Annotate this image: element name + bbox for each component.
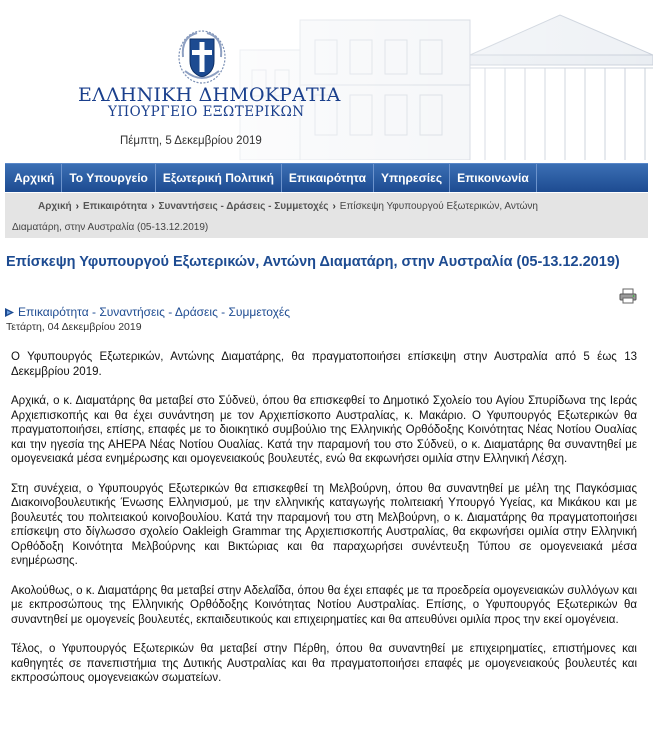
article-body <box>11 350 637 701</box>
country-name: ΕΛΛΗΝΙΚΗ ΔΗΜΟΚΡΑΤΙΑ <box>78 84 341 106</box>
article-paragraph: Στη συνέχεια, ο Υφυπουργός Εξωτερικών θα επισκεφθεί τη Μελβούρνη, όπου θα συναντηθεί με μέλη της Παγκόσμιας Διακοινοβουλευτικής Ένωσης Ελληνισμού, με την ελληνικής καταγωγής πολιτειακή Υπουργό Υγείας, κα Μικάκου και με βουλευτές του πολιτειακού κοινοβουλίου. Κατά την παραμονή του στη Μελβούρνη, ο κ. Διαματάρης θα πραγματοποιήσει επίσκεψη στο δίγλωσσο σχολείο Oakleigh Grammar της Αρχιεπισκοπής Αυστραλίας, θα εκφωνήσει ομιλία στην Ελληνική Ορθόδοξη Κοινότητα Μελβούρνης και Βικτώριας και θα παραχωρήσει συνέντευξη Τύπου σε ομογενειακά μέσα ενημέρωσης. <box>11 482 637 567</box>
article-paragraph: Ο Υφυπουργός Εξωτερικών, Αντώνης Διαματάρης, θα πραγματοποιήσει επίσκεψη στην Αυστραλία από 5 έως 13 Δεκεμβρίου 2019. <box>11 351 637 378</box>
nav-item-news[interactable]: Επικαιρότητα <box>282 164 374 192</box>
site-header <box>0 0 653 160</box>
article-title: Επίσκεψη Υφυπουργού Εξωτερικών, Αντώνη Διαματάρη, στην Αυστραλία (05-13.12.2019) <box>6 254 620 270</box>
breadcrumb-current-page: Επίσκεψη Υφυπουργού Εξωτερικών, Αντώνη <box>339 201 538 212</box>
breadcrumb-home-link[interactable]: Αρχική <box>38 201 72 212</box>
article-paragraph: Ακολούθως, ο κ. Διαματάρης θα μεταβεί στην Αδελαΐδα, όπου θα έχει επαφές με τα προεδρεία ομογενειακών συλλόγων και με εκπροσώπους της Ελληνικής Ορθόδοξης Κοινότητας Νοτίου Αυστραλίας. Επίσης, ο Υφυπουργός Εξωτερικών θα συναντηθεί με ομογενείς βουλευτές, εκπαιδευτικούς και επιχειρηματίες και θα απευθύνει ομιλία προς την εκεί ομογένεια. <box>11 584 637 626</box>
breadcrumb-news-link[interactable]: Επικαιρότητα <box>82 201 148 212</box>
breadcrumb-separator: › <box>332 201 336 212</box>
breadcrumb <box>5 193 648 238</box>
building-illustration <box>0 0 653 160</box>
nav-item-home[interactable]: Αρχική <box>5 164 62 192</box>
article-category <box>4 305 290 319</box>
breadcrumb-separator: › <box>151 201 155 212</box>
breadcrumb-meetings-link[interactable]: Συναντήσεις - Δράσεις - Συμμετοχές <box>158 201 329 212</box>
breadcrumb-separator: › <box>75 201 79 212</box>
nav-item-ministry[interactable]: Το Υπουργείο <box>62 164 156 192</box>
category-link[interactable]: Επικαιρότητα - Συναντήσεις - Δράσεις - Συμμετοχές <box>18 305 291 319</box>
ministry-name: ΥΠΟΥΡΓΕΙΟ ΕΞΩΤΕΡΙΚΩΝ <box>108 104 305 120</box>
article-date: Τετάρτη, 04 Δεκεμβρίου 2019 <box>6 321 142 333</box>
article-paragraph: Τέλος, ο Υφυπουργός Εξωτερικών θα μεταβεί στην Πέρθη, όπου θα συναντηθεί με επιχειρηματίες, επιστήμονες και καθηγητές σε πανεπιστήμια της Δυτικής Αυστραλίας και θα πραγματοποιήσει επαφές με ομογενειακούς βουλευτές και εκπροσώπους ομογενειακών σωματείων. <box>11 643 637 684</box>
greek-coat-of-arms-icon <box>177 25 227 85</box>
article-paragraph: Αρχικά, ο κ. Διαματάρης θα μεταβεί στο Σύδνεϋ, όπου θα επισκεφθεί το Δημοτικό Σχολείο του Αγίου Σπυρίδωνα της Ιεράς Αρχιεπισκοπής και θα έχει συνάντηση με τον Αρχιεπίσκοπο Αυστραλίας, κ. Μακάριο. Ο Υφυπουργός Εξωτερικών θα πραγματοποιήσει, επίσης, επαφές με το διοικητικό συμβούλιο της Ελληνικής Ορθόδοξης Κοινότητας Νέας Νοτίου Ουαλίας και την ηγεσία της ΑΗΕΡΑ Νέας Νοτίου Ουαλίας. Κατά την παραμονή του στο Σύδνεϋ, ο κ. Διαματάρης θα συναντηθεί με ομογενειακά μέσα ενημέρωσης και ομογενειακούς βουλευτές, ενώ θα εκφωνήσει ομιλία στην Ελληνική Λέσχη. <box>11 395 637 465</box>
current-date: Πέμπτη, 5 Δεκεμβρίου 2019 <box>120 135 262 147</box>
nav-item-services[interactable]: Υπηρεσίες <box>374 164 450 192</box>
category-arrow-icon <box>4 307 15 318</box>
print-icon[interactable] <box>619 288 637 304</box>
main-navigation <box>5 163 648 192</box>
nav-item-foreign-policy[interactable]: Εξωτερική Πολιτική <box>156 164 282 192</box>
nav-item-contact[interactable]: Επικοινωνία <box>450 164 537 192</box>
breadcrumb-current-page-continued: Διαματάρη, στην Αυστραλία (05-13.12.2019) <box>12 222 209 233</box>
